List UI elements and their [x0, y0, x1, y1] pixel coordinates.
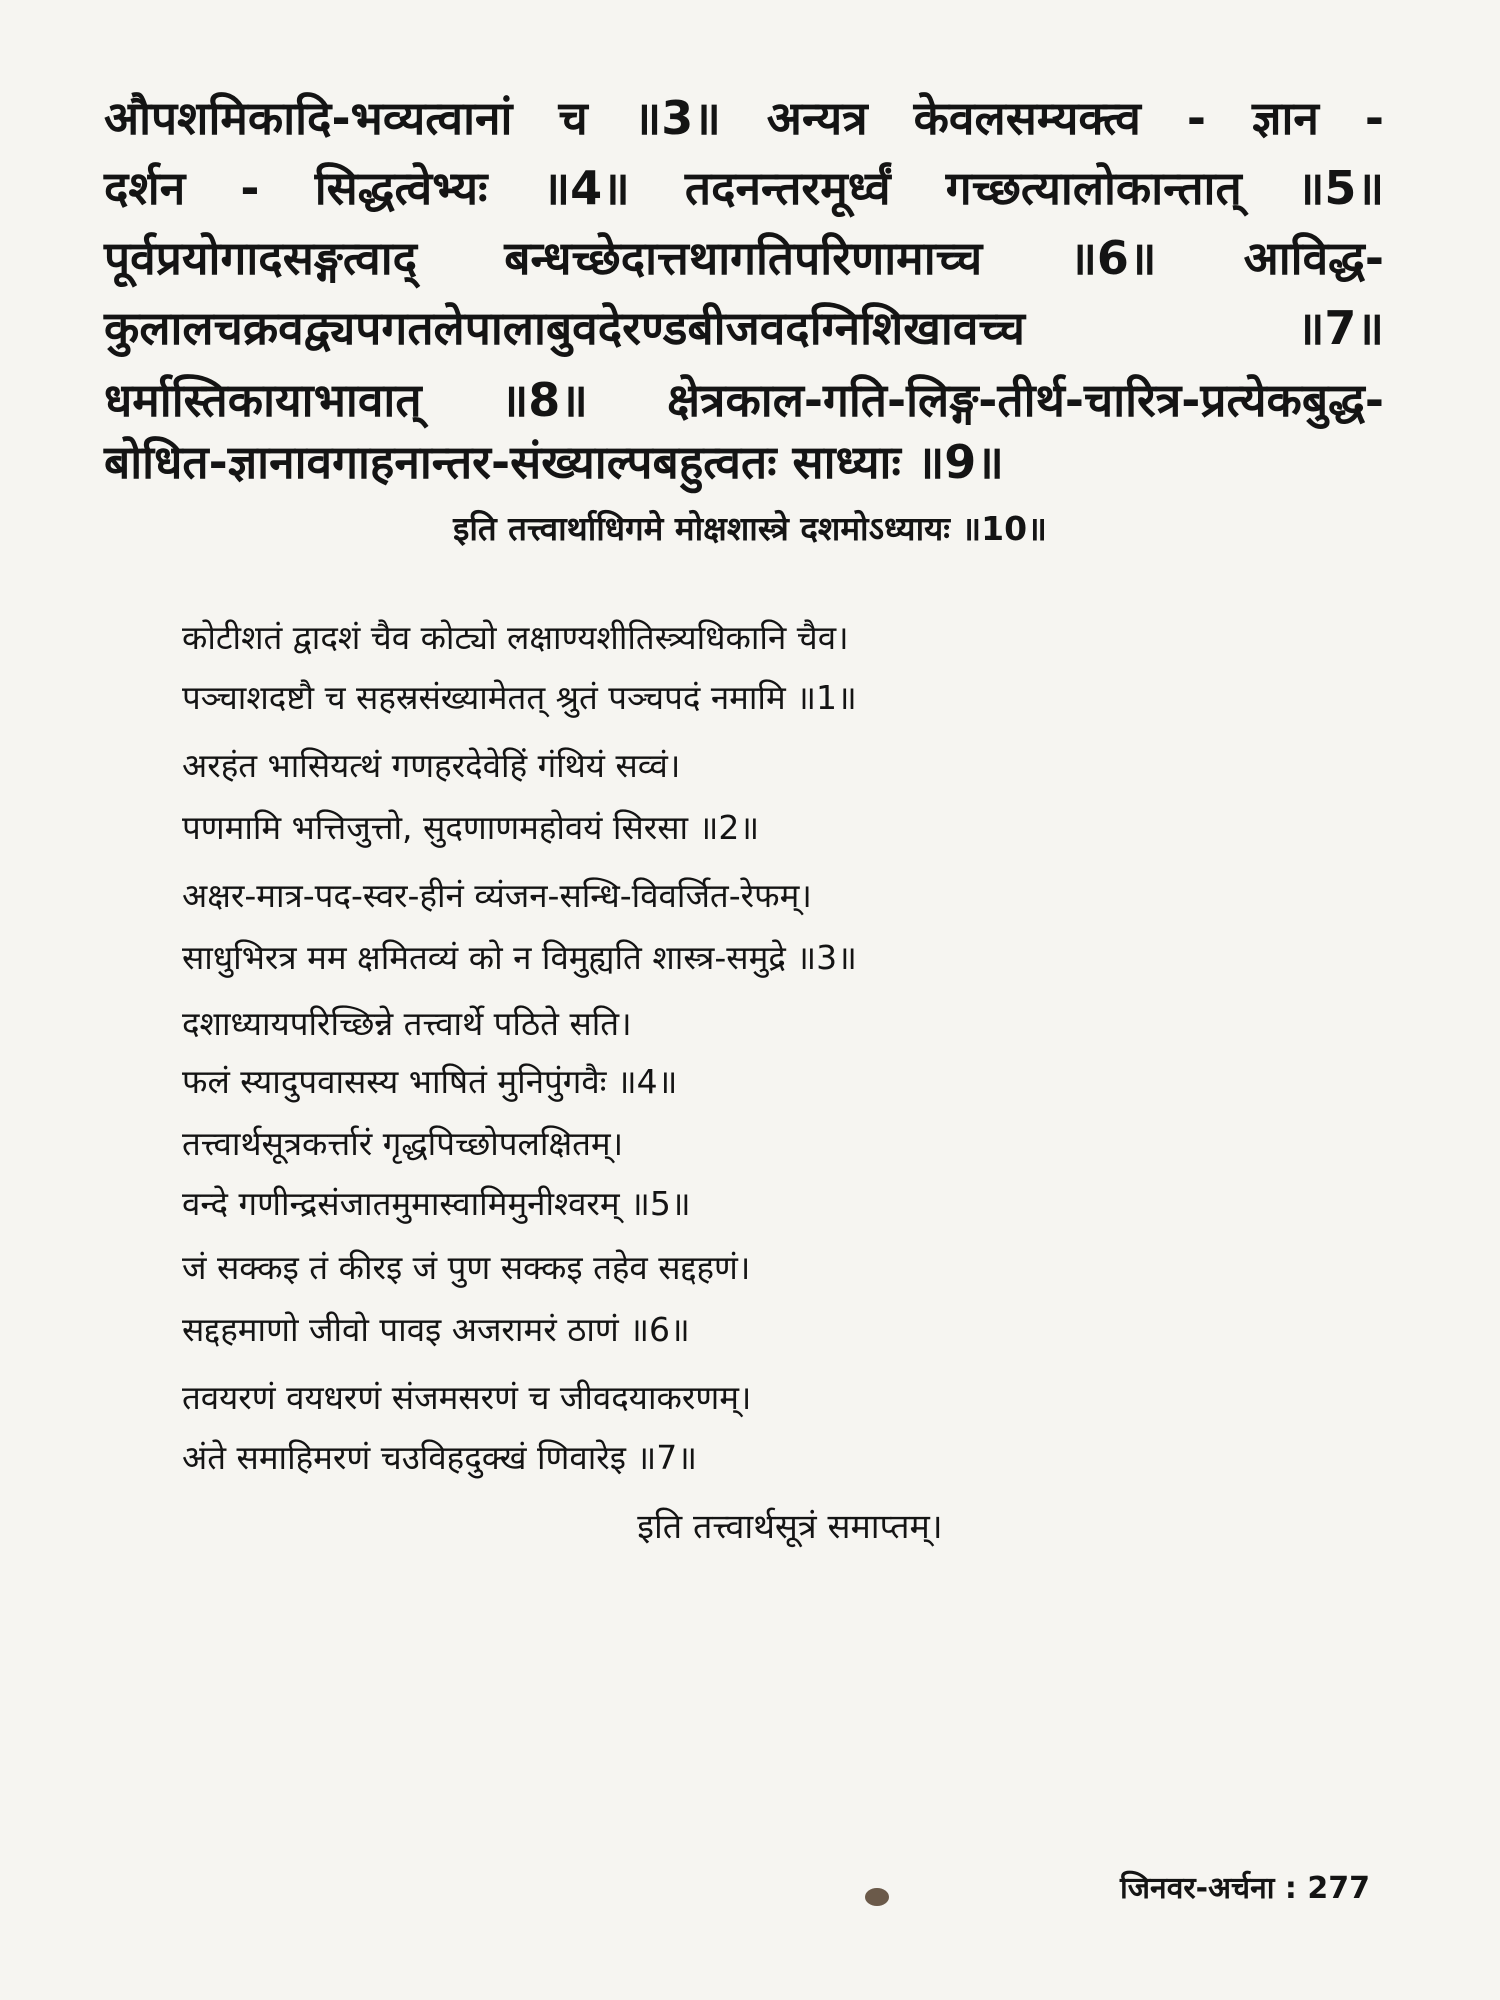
verse-4-line-2: फलं स्यादुपवासस्य भाषितं मुनिपुंगवैः ॥4॥	[182, 1062, 678, 1101]
main-text-line-5: धर्मास्तिकायाभावात् ॥8॥ क्षेत्रकाल-गति-लिङ्ग-तीर्थ-चारित्र-प्रत्येकबुद्ध-	[104, 373, 1384, 427]
verse-6-line-1: जं सक्कइ तं कीरइ जं पुण सक्कइ तहेव सद्दहणं।	[182, 1248, 751, 1287]
verse-5-line-2: वन्दे गणीन्द्रसंजातमुमास्वामिमुनीश्वरम् ॥5॥	[182, 1184, 691, 1223]
main-text-line-1: औपशमिकादि-भव्यत्वानां च ॥3॥ अन्यत्र केवलसम्यक्त्व - ज्ञान -	[104, 91, 1384, 145]
verse-7-line-1: तवयरणं वयधरणं संजमसरणं च जीवदयाकरणम्।	[182, 1378, 752, 1417]
verse-7-line-2: अंते समाहिमरणं चउविहदुक्खं णिवारेइ ॥7॥	[182, 1438, 698, 1477]
verse-2-line-2: पणमामि भत्तिजुत्तो, सुदणाणमहोवयं सिरसा ॥2॥	[182, 808, 760, 847]
verse-5-line-1: तत्त्वार्थसूत्रकर्त्तारं गृद्धपिच्छोपलक्षितम्।	[182, 1124, 624, 1163]
main-text-line-3: पूर्वप्रयोगादसङ्गत्वाद् बन्धच्छेदात्तथागतिपरिणामाच्च ॥6॥ आविद्ध-	[104, 231, 1384, 285]
verse-3-line-2: साधुभिरत्र मम क्षमितव्यं को न विमुह्यति शास्त्र-समुद्रे ॥3॥	[182, 938, 857, 977]
verse-6-line-2: सद्दहमाणो जीवो पावइ अजरामरं ठाणं ॥6॥	[182, 1310, 690, 1349]
verse-2-line-1: अरहंत भासियत्थं गणहरदेवेहिं गंथियं सव्वं।	[182, 746, 681, 785]
main-text-line-4: कुलालचक्रवद्व्यपगतलेपालाबुवदेरण्डबीजवदग्निशिखावच्च ॥7॥	[104, 301, 1384, 355]
main-text-line-6: बोधित-ज्ञानावगाहनान्तर-संख्याल्पबहुत्वतः साध्याः ॥9॥	[104, 435, 1004, 489]
closing-colophon: इति तत्त्वार्थसूत्रं समाप्तम्।	[637, 1507, 943, 1547]
chapter-colophon: इति तत्त्वार्थाधिगमे मोक्षशास्त्रे दशमोऽध्यायः ॥10॥	[453, 509, 1047, 548]
main-text-line-2: दर्शन - सिद्धत्वेभ्यः ॥4॥ तदनन्तरमूर्ध्वं गच्छत्यालोकान्तात् ॥5॥	[104, 161, 1384, 215]
page-footer: जिनवर-अर्चना : 277	[1120, 1871, 1370, 1906]
verse-1-line-2: पञ्चाशदष्टौ च सहस्रसंख्यामेतत् श्रुतं पञ्चपदं नमामि ॥1॥	[182, 678, 857, 717]
verse-3-line-1: अक्षर-मात्र-पद-स्वर-हीनं व्यंजन-सन्धि-विवर्जित-रेफम्।	[182, 876, 812, 915]
verse-4-line-1: दशाध्यायपरिच्छिन्ने तत्त्वार्थे पठिते सति।	[182, 1004, 632, 1043]
paper-speck	[865, 1888, 889, 1906]
verse-1-line-1: कोटीशतं द्वादशं चैव कोट्यो लक्षाण्यशीतिस्त्र्यधिकानि चैव।	[182, 618, 849, 657]
